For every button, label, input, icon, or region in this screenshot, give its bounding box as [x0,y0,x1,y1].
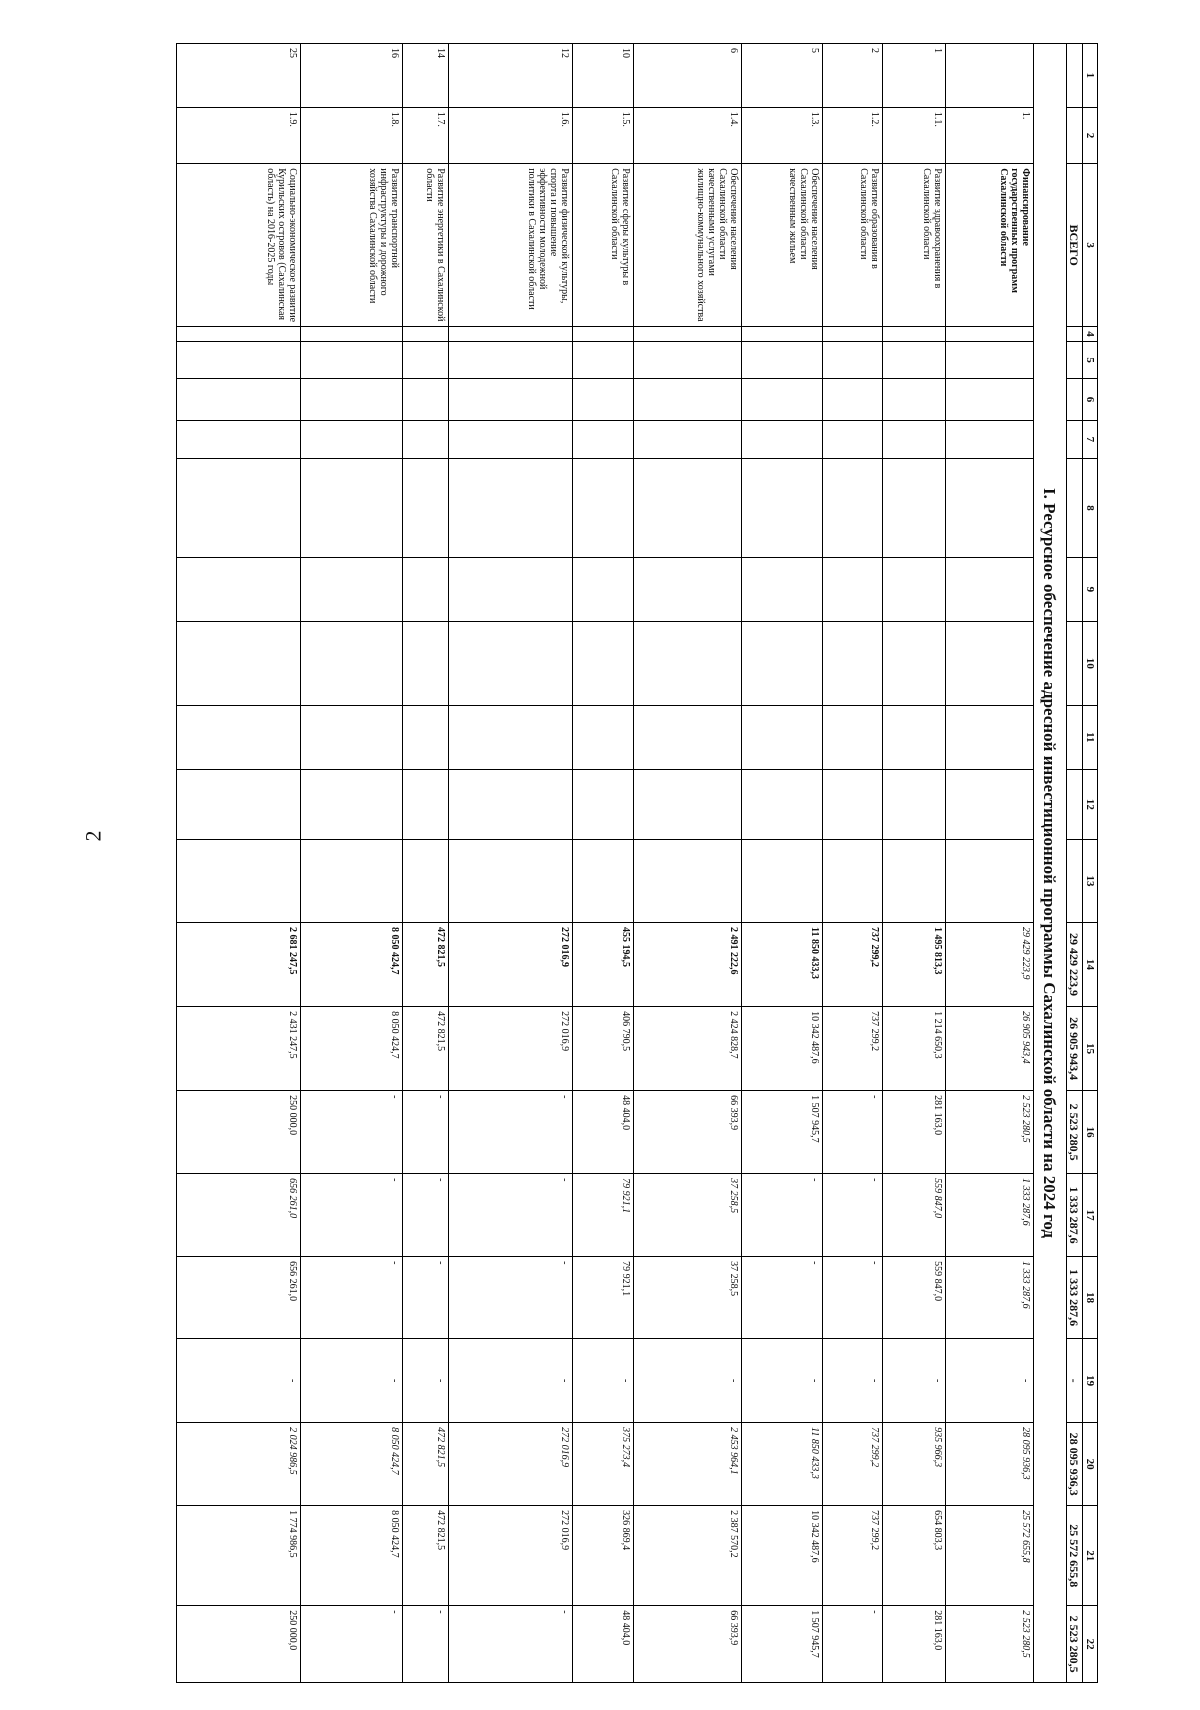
value-cell-c11 [300,705,402,769]
value-cell-c14: 737 299,2 [822,923,883,1007]
value-cell-c15: 2 431 247,5 [177,1007,301,1091]
value-cell-c21: 8 050 424,7 [300,1506,402,1606]
value-cell-c18: 559 847,0 [883,1257,946,1339]
value-cell-c9 [177,558,301,622]
value-cell-c10 [403,621,449,705]
total-empty-cell [1066,44,1083,108]
column-number-6: 6 [1083,379,1098,421]
row-number-cell: 6 [633,44,741,108]
value-cell-c19: - [822,1339,883,1423]
value-cell-c10 [300,621,402,705]
value-cell-c6 [741,379,822,421]
value-cell-c22: - [449,1606,573,1683]
total-empty-cell [1066,379,1083,421]
item-code-cell: 1.2. [822,107,883,163]
row-number-cell: 25 [177,44,301,108]
value-cell-c18: - [403,1257,449,1339]
value-cell-c22: - [300,1606,402,1683]
value-cell-c11 [403,705,449,769]
value-cell-c15: 26 905 943,4 [946,1007,1034,1091]
value-cell-c4 [177,327,301,342]
value-cell-c8 [822,459,883,558]
item-code-cell: 1.6. [449,107,573,163]
value-cell-c15: 406 790,5 [572,1007,633,1091]
value-cell-c5 [741,341,822,378]
program-name-cell: Развитие энергетики в Сахалинской области [403,164,449,327]
value-cell-c13 [741,840,822,923]
table-body [177,44,1098,1683]
value-cell-c22: 1 507 945,7 [741,1606,822,1683]
value-cell-c4 [822,327,883,342]
value-cell-c21: 737 299,2 [822,1506,883,1606]
total-cell-c19: - [1066,1339,1083,1423]
value-cell-c8 [177,459,301,558]
value-cell-c18: - [449,1257,573,1339]
program-name-cell: Развитие транспортной инфраструктуры и дорожного хозяйства Сахалинской области [300,164,402,327]
value-cell-c16: 250 000,0 [177,1091,301,1174]
column-number-10: 10 [1083,621,1098,705]
value-cell-c4 [633,327,741,342]
value-cell-c18: 656 261,0 [177,1257,301,1339]
value-cell-c21: 654 803,3 [883,1506,946,1606]
value-cell-c18: 1 333 287,6 [946,1257,1034,1339]
value-cell-c7 [572,420,633,458]
value-cell-c9 [946,558,1034,622]
total-empty-cell [1066,558,1083,622]
value-cell-c10 [946,621,1034,705]
table-row [403,44,449,1683]
item-code-cell: 1.7. [403,107,449,163]
total-cell-c22: 2 523 280,5 [1066,1606,1083,1683]
value-cell-c17: 37 258,5 [633,1174,741,1257]
table-row [822,44,883,1683]
value-cell-c21: 2 387 570,2 [633,1506,741,1606]
value-cell-c16: - [822,1091,883,1174]
total-empty-cell [1066,327,1083,342]
value-cell-c6 [177,379,301,421]
value-cell-c5 [883,341,946,378]
table-row [572,44,633,1683]
value-cell-c8 [300,459,402,558]
value-cell-c13 [883,840,946,923]
value-cell-c5 [572,341,633,378]
total-empty-cell [1066,341,1083,378]
row-number-cell: 14 [403,44,449,108]
value-cell-c15: 472 821,5 [403,1007,449,1091]
value-cell-c15: 10 342 487,6 [741,1007,822,1091]
program-name-cell: Развитие образования в Сахалинской области [822,164,883,327]
value-cell-c5 [946,341,1034,378]
value-cell-c13 [300,840,402,923]
value-cell-c13 [633,840,741,923]
value-cell-c6 [572,379,633,421]
value-cell-c11 [946,705,1034,769]
value-cell-c16: 2 523 280,5 [946,1091,1034,1174]
value-cell-c19: - [572,1339,633,1423]
value-cell-c9 [300,558,402,622]
total-empty-cell [1066,705,1083,769]
value-cell-c10 [741,621,822,705]
value-cell-c17: - [300,1174,402,1257]
value-cell-c20: 28 095 936,3 [946,1423,1034,1506]
value-cell-c14: 1 495 813,3 [883,923,946,1007]
value-cell-c21: 1 774 986,5 [177,1506,301,1606]
row-number-cell: 5 [741,44,822,108]
value-cell-c9 [883,558,946,622]
value-cell-c11 [822,705,883,769]
item-code-cell: 1.9. [177,107,301,163]
table-row [300,44,402,1683]
column-number-2: 2 [1083,107,1098,163]
value-cell-c10 [822,621,883,705]
total-cell-c17: 1 333 287,6 [1066,1174,1083,1257]
value-cell-c19: - [403,1339,449,1423]
investment-program-table [176,43,1098,1683]
row-number-cell: 10 [572,44,633,108]
column-number-5: 5 [1083,341,1098,378]
value-cell-c14: 8 050 424,7 [300,923,402,1007]
table-row [741,44,822,1683]
value-cell-c20: 375 273,4 [572,1423,633,1506]
row-number-cell: 2 [822,44,883,108]
page-number: 2 [80,830,106,842]
column-number-16: 16 [1083,1091,1098,1174]
value-cell-c13 [946,840,1034,923]
value-cell-c7 [177,420,301,458]
value-cell-c15: 8 050 424,7 [300,1007,402,1091]
value-cell-c16: 66 393,9 [633,1091,741,1174]
total-cell-c15: 26 905 943,4 [1066,1007,1083,1091]
value-cell-c22: 48 404,0 [572,1606,633,1683]
value-cell-c19: - [741,1339,822,1423]
item-code-cell: 1.8. [300,107,402,163]
value-cell-c15: 1 214 650,3 [883,1007,946,1091]
total-cell-c14: 29 429 223,9 [1066,923,1083,1007]
program-name-cell: Обеспечение населения Сахалинской области качественным жильем [741,164,822,327]
value-cell-c9 [572,558,633,622]
value-cell-c4 [403,327,449,342]
column-number-17: 17 [1083,1174,1098,1257]
value-cell-c20: 272 016,9 [449,1423,573,1506]
row-number-cell: 1 [883,44,946,108]
section-title-row [1033,44,1066,1683]
value-cell-c4 [572,327,633,342]
value-cell-c16: - [403,1091,449,1174]
column-number-9: 9 [1083,558,1098,622]
value-cell-c20: 935 966,3 [883,1423,946,1506]
value-cell-c14: 455 194,5 [572,923,633,1007]
value-cell-c14: 2 491 222,6 [633,923,741,1007]
value-cell-c5 [300,341,402,378]
value-cell-c8 [572,459,633,558]
value-cell-c20: 737 299,2 [822,1423,883,1506]
value-cell-c14: 29 429 223,9 [946,923,1034,1007]
value-cell-c13 [449,840,573,923]
value-cell-c16: 1 507 945,7 [741,1091,822,1174]
value-cell-c11 [633,705,741,769]
value-cell-c5 [822,341,883,378]
total-label: ВСЕГО [1066,164,1083,327]
value-cell-c6 [403,379,449,421]
table-row [449,44,573,1683]
row-number-cell: 16 [300,44,402,108]
value-cell-c8 [633,459,741,558]
value-cell-c17: - [822,1174,883,1257]
value-cell-c7 [633,420,741,458]
item-code-cell: 1.4. [633,107,741,163]
value-cell-c18: 37 258,5 [633,1257,741,1339]
value-cell-c18: - [300,1257,402,1339]
value-cell-c11 [741,705,822,769]
value-cell-c16: 281 163,0 [883,1091,946,1174]
value-cell-c6 [822,379,883,421]
value-cell-c21: 10 342 487,6 [741,1506,822,1606]
value-cell-c5 [403,341,449,378]
column-number-22: 22 [1083,1606,1098,1683]
value-cell-c15: 2 424 828,7 [633,1007,741,1091]
value-cell-c19: - [177,1339,301,1423]
value-cell-c18: - [822,1257,883,1339]
total-empty-cell [1066,769,1083,839]
value-cell-c17: - [403,1174,449,1257]
value-cell-c6 [946,379,1034,421]
value-cell-c8 [883,459,946,558]
value-cell-c16: 48 404,0 [572,1091,633,1174]
value-cell-c10 [572,621,633,705]
value-cell-c7 [822,420,883,458]
column-number-13: 13 [1083,840,1098,923]
value-cell-c12 [300,769,402,839]
value-cell-c5 [633,341,741,378]
value-cell-c20: 11 850 433,3 [741,1423,822,1506]
value-cell-c20: 472 821,5 [403,1423,449,1506]
value-cell-c14: 472 821,5 [403,923,449,1007]
value-cell-c20: 2 024 986,5 [177,1423,301,1506]
value-cell-c22: - [403,1606,449,1683]
value-cell-c17: - [741,1174,822,1257]
value-cell-c14: 2 681 247,5 [177,923,301,1007]
value-cell-c22: 2 523 280,5 [946,1606,1034,1683]
value-cell-c19: - [449,1339,573,1423]
value-cell-c13 [403,840,449,923]
value-cell-c21: 472 821,5 [403,1506,449,1606]
value-cell-c5 [449,341,573,378]
column-number-11: 11 [1083,705,1098,769]
value-cell-c7 [946,420,1034,458]
total-cell-c16: 2 523 280,5 [1066,1091,1083,1174]
table-row [946,44,1034,1683]
value-cell-c7 [449,420,573,458]
value-cell-c9 [403,558,449,622]
column-number-1: 1 [1083,44,1098,108]
value-cell-c11 [177,705,301,769]
value-cell-c10 [633,621,741,705]
value-cell-c9 [633,558,741,622]
total-cell-c18: 1 333 287,6 [1066,1257,1083,1339]
value-cell-c10 [449,621,573,705]
program-name-cell: Финансирование государственных программ Сахалинской области [946,164,1034,327]
value-cell-c7 [300,420,402,458]
row-number-cell: 12 [449,44,573,108]
value-cell-c22: 250 000,0 [177,1606,301,1683]
value-cell-c6 [883,379,946,421]
total-empty-cell [1066,107,1083,163]
program-name-cell: Развитие сферы культуры в Сахалинской области [572,164,633,327]
column-number-18: 18 [1083,1257,1098,1339]
value-cell-c22: 66 393,9 [633,1606,741,1683]
value-cell-c19: - [883,1339,946,1423]
value-cell-c18: - [741,1257,822,1339]
value-cell-c21: 25 572 655,8 [946,1506,1034,1606]
total-empty-cell [1066,840,1083,923]
column-number-20: 20 [1083,1423,1098,1506]
value-cell-c7 [741,420,822,458]
header-number-row [1083,44,1098,1683]
section-title: I. Ресурсное обеспечение адресной инвестиционной программы Сахалинской области на 2024 год [1033,44,1066,1683]
table-row [177,44,301,1683]
program-name-cell: Обеспечение населения Сахалинской области качественными услугами жилищно-коммунального хозяйства [633,164,741,327]
value-cell-c4 [300,327,402,342]
value-cell-c17: 79 921,1 [572,1174,633,1257]
value-cell-c13 [822,840,883,923]
value-cell-c22: - [822,1606,883,1683]
value-cell-c4 [946,327,1034,342]
column-number-12: 12 [1083,769,1098,839]
value-cell-c15: 737 299,2 [822,1007,883,1091]
value-cell-c17: - [449,1174,573,1257]
column-number-19: 19 [1083,1339,1098,1423]
value-cell-c11 [572,705,633,769]
value-cell-c17: 656 261,0 [177,1174,301,1257]
value-cell-c10 [177,621,301,705]
value-cell-c13 [177,840,301,923]
value-cell-c20: 2 453 964,1 [633,1423,741,1506]
item-code-cell: 1. [946,107,1034,163]
value-cell-c21: 272 016,9 [449,1506,573,1606]
value-cell-c11 [449,705,573,769]
column-number-14: 14 [1083,923,1098,1007]
value-cell-c9 [449,558,573,622]
column-number-3: 3 [1083,164,1098,327]
value-cell-c4 [449,327,573,342]
value-cell-c12 [403,769,449,839]
value-cell-c13 [572,840,633,923]
value-cell-c8 [403,459,449,558]
value-cell-c17: 1 333 287,6 [946,1174,1034,1257]
item-code-cell: 1.5. [572,107,633,163]
value-cell-c16: - [449,1091,573,1174]
value-cell-c17: 559 847,0 [883,1174,946,1257]
column-number-7: 7 [1083,420,1098,458]
value-cell-c12 [822,769,883,839]
item-code-cell: 1.3. [741,107,822,163]
value-cell-c22: 281 163,0 [883,1606,946,1683]
value-cell-c12 [449,769,573,839]
value-cell-c8 [946,459,1034,558]
value-cell-c20: 8 050 424,7 [300,1423,402,1506]
value-cell-c12 [572,769,633,839]
value-cell-c14: 272 016,9 [449,923,573,1007]
value-cell-c11 [883,705,946,769]
total-cell-c21: 25 572 655,8 [1066,1506,1083,1606]
value-cell-c12 [177,769,301,839]
value-cell-c12 [946,769,1034,839]
value-cell-c16: - [300,1091,402,1174]
value-cell-c4 [741,327,822,342]
column-number-4: 4 [1083,327,1098,342]
value-cell-c4 [883,327,946,342]
total-empty-cell [1066,420,1083,458]
value-cell-c5 [177,341,301,378]
value-cell-c14: 11 850 433,3 [741,923,822,1007]
total-empty-cell [1066,459,1083,558]
value-cell-c7 [883,420,946,458]
value-cell-c19: - [946,1339,1034,1423]
value-cell-c15: 272 016,9 [449,1007,573,1091]
total-cell-c20: 28 095 936,3 [1066,1423,1083,1506]
value-cell-c8 [449,459,573,558]
value-cell-c6 [300,379,402,421]
total-empty-cell [1066,621,1083,705]
program-name-cell: Развитие здравоохранения в Сахалинской области [883,164,946,327]
value-cell-c9 [741,558,822,622]
column-number-21: 21 [1083,1506,1098,1606]
value-cell-c6 [449,379,573,421]
value-cell-c12 [883,769,946,839]
value-cell-c21: 326 869,4 [572,1506,633,1606]
rotated-table-sheet [176,43,1098,1683]
value-cell-c18: 79 921,1 [572,1257,633,1339]
program-name-cell: Развитие физической культуры, спорта и повышение эффективности молодежной политики в Сахалинской области [449,164,573,327]
program-name-cell: Социально-экономическое развитие Курильских островов (Сахалинская область) на 2016-2025 годы [177,164,301,327]
value-cell-c9 [822,558,883,622]
column-number-8: 8 [1083,459,1098,558]
item-code-cell: 1.1. [883,107,946,163]
table-row [883,44,946,1683]
value-cell-c19: - [300,1339,402,1423]
table-row [633,44,741,1683]
column-number-15: 15 [1083,1007,1098,1091]
value-cell-c19: - [633,1339,741,1423]
value-cell-c12 [633,769,741,839]
value-cell-c7 [403,420,449,458]
row-number-cell [946,44,1034,108]
value-cell-c8 [741,459,822,558]
total-row [1066,44,1083,1683]
value-cell-c6 [633,379,741,421]
value-cell-c12 [741,769,822,839]
value-cell-c10 [883,621,946,705]
